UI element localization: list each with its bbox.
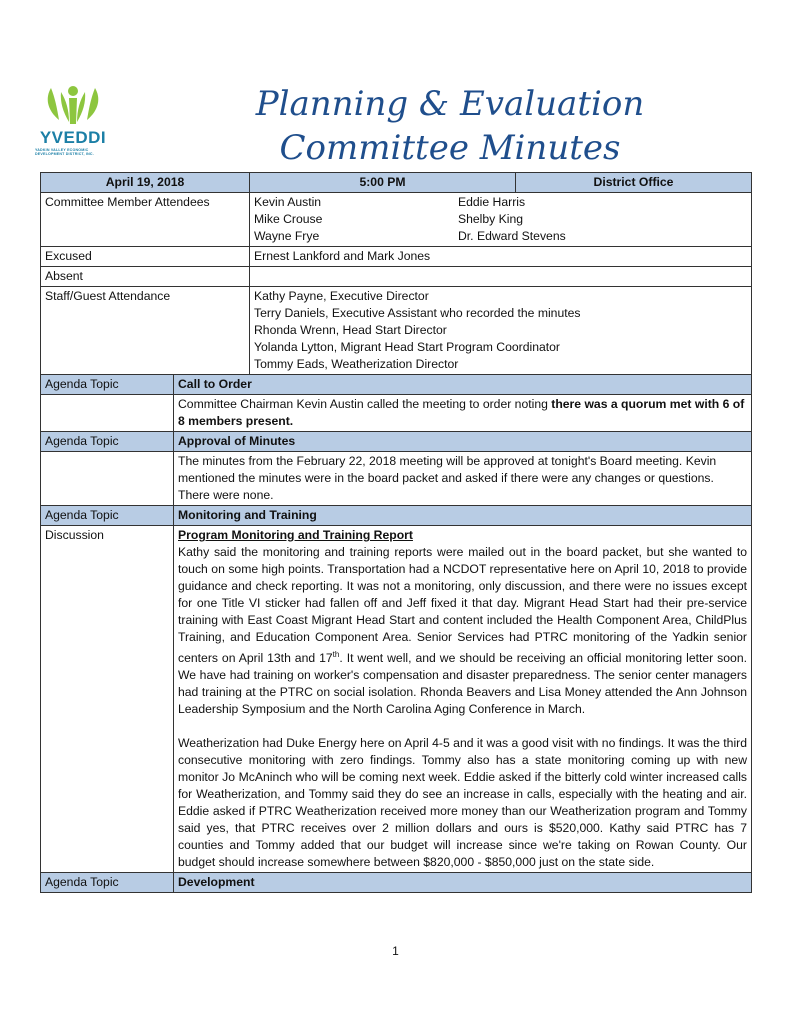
approval-text: The minutes from the February 22, 2018 meeting will be approved at tonight's Board meeting. Kevin mentioned the minutes were in the board packet and asked if there were any changes or questions. There were none.: [174, 452, 752, 506]
staff-item: Terry Daniels, Executive Assistant who recorded the minutes: [254, 306, 581, 320]
agenda-topic-row: [41, 432, 752, 452]
discussion-subtitle: Program Monitoring and Training Report: [178, 528, 413, 542]
excused-row: [41, 247, 752, 267]
minutes-table: [40, 172, 752, 893]
attendees-names: [250, 193, 752, 247]
absent-value: [250, 267, 752, 287]
staff-item: Tommy Eads, Weatherization Director: [254, 357, 459, 371]
agenda-topic-title: Approval of Minutes: [174, 432, 752, 452]
meeting-date: April 19, 2018: [41, 173, 250, 193]
discussion-row: [41, 526, 752, 873]
excused-label: Excused: [41, 247, 250, 267]
logo-name: YVEDDI: [39, 128, 107, 147]
title-line-2: Committee Minutes: [279, 128, 621, 168]
attendees-row: [41, 193, 752, 247]
agenda-topic-title: Monitoring and Training: [174, 506, 752, 526]
agenda-topic-label: Agenda Topic: [41, 432, 174, 452]
discussion-label: Discussion: [41, 526, 174, 873]
agenda-topic-title: Call to Order: [174, 375, 752, 395]
agenda-topic-label: Agenda Topic: [41, 506, 174, 526]
call-to-order-text: [174, 395, 752, 432]
title-line-1: Planning & Evaluation: [255, 84, 645, 124]
staff-item: Kathy Payne, Executive Director: [254, 289, 429, 303]
agenda-topic-row: [41, 873, 752, 893]
staff-row: [41, 287, 752, 375]
page-number: 1: [392, 944, 399, 958]
agenda-topic-label: Agenda Topic: [41, 873, 174, 893]
call-to-order-plain: Committee Chairman Kevin Austin called the meeting to order noting: [178, 397, 552, 411]
empty-cell: [41, 452, 174, 506]
page-title: [200, 82, 700, 170]
logo-subtitle: YADKIN VALLEY ECONOMIC DEVELOPMENT DISTRICT, INC.: [35, 148, 94, 157]
staff-item: Yolanda Lytton, Migrant Head Start Program Coordinator: [254, 340, 560, 354]
agenda-content-row: [41, 452, 752, 506]
attendee: Eddie Harris: [458, 195, 526, 209]
yveddi-logo: [33, 82, 113, 162]
empty-cell: [41, 395, 174, 432]
meeting-time: 5:00 PM: [250, 173, 516, 193]
attendee: Dr. Edward Stevens: [458, 229, 566, 243]
attendee: Kevin Austin: [254, 195, 322, 209]
discussion-paragraph: Kathy said the monitoring and training reports were mailed out in the board packet, but she wanted to touch on some high points. Transportation had a NCDOT representative here on April 10, 2018 to provide guidance and check reporting. It was not a monitoring, only discussion, and there were no issues except for one Title VI sticker had fallen off and Jeff fixed it that day. Migrant Head Start had their pre-service training with East Coast Migrant Head Start and content included the Health Component Area, ChildPlus Training, and Education Component Area. Senior Services had PTRC monitoring of the Yadkin senior centers on April 13th and 17th. It went well, and we should be receiving an official monitoring letter soon. We have had training on worker's compensation and disaster preparedness. The senior center managers had training at the PTRC on social isolation. Rhonda Beavers and Lisa Money attended the Ann Johnson Leadership Symposium and the North Carolina Aging Conference in March.: [178, 545, 748, 717]
agenda-topic-row: [41, 506, 752, 526]
attendee: Mike Crouse: [254, 212, 323, 226]
people-leaves-icon: [33, 82, 113, 128]
excused-value: Ernest Lankford and Mark Jones: [250, 247, 752, 267]
absent-row: [41, 267, 752, 287]
call-to-order-bold: there was a quorum met with 6 of 8 members present.: [178, 397, 745, 428]
discussion-paragraph: Weatherization had Duke Energy here on April 4-5 and it was a good visit with no findings. It was the third consecutive monitoring with zero findings. Tommy also has a state monitoring coming up with new monitor Jo McAninch who will be coming next week. Eddie asked if the bitterly cold winter increased calls for Weatherization, and Tommy said they do see an increase in calls, especially with the heating and air. Eddie asked if PTRC Weatherization received more money than our Weatherization program and Tommy said yes, that PTRC receives over 2 million dollars and ours is $520,000. Kathy said PTRC has 7 counties and Tommy added that our budget will increase since we're taking on Rowan County. Our budget should increase somewhere between $820,000 - $850,000 just on the state side.: [178, 736, 747, 870]
agenda-topic-label: Agenda Topic: [41, 375, 174, 395]
staff-list: [250, 287, 752, 375]
meeting-location: District Office: [516, 173, 752, 193]
discussion-text: [174, 526, 752, 873]
staff-item: Rhonda Wrenn, Head Start Director: [254, 323, 447, 337]
attendee: Wayne Frye: [254, 229, 320, 243]
staff-label: Staff/Guest Attendance: [41, 287, 250, 375]
attendees-label: Committee Member Attendees: [41, 193, 250, 247]
agenda-content-row: [41, 395, 752, 432]
absent-label: Absent: [41, 267, 250, 287]
agenda-topic-row: [41, 375, 752, 395]
meeting-header-row: [41, 173, 752, 193]
agenda-topic-title: Development: [174, 873, 752, 893]
attendee: Shelby King: [458, 212, 524, 226]
